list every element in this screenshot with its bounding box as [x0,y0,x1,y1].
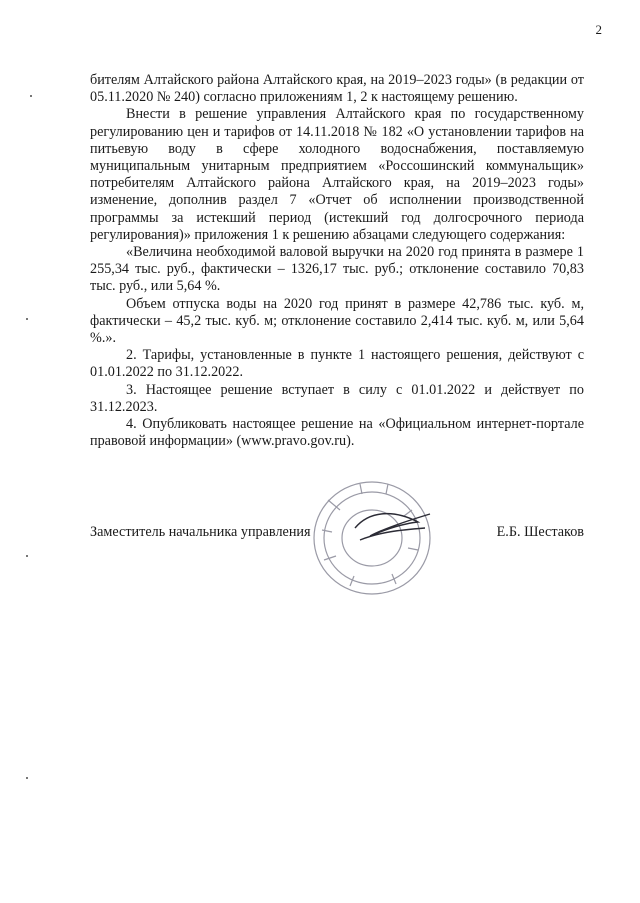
paragraph-item-3: 3. Настоящее решение вступает в силу с 01.01.2022 и действует по 31.12.2023. [90,381,584,415]
signer-name: Е.Б. Шестаков [496,524,584,540]
paragraph-amendment: Внести в решение управления Алтайского края по государственному регулированию цен и тарифов от 14.11.2018 № 182 «О установлении тарифов на питьевую воду в сфере холодного водоснабжения, поставляемую муниципальным унитарным предприятием «Россошинский коммунальщик» потребителям Алтайского района Алтайского края, на 2019–2023 годы» изменение, дополнив раздел 7 «Отчет об исполнении производственной программы за истекший период (истекший год долгосрочного периода регулирования)» приложения 1 к решению абзацами следующего содержания: [90,106,584,243]
paragraph-revenue: «Величина необходимой валовой выручки на 2020 год принята в размере 1 255,34 тыс. руб., фактически – 1326,17 тыс. руб.; отклонение составило 70,83 тыс. руб., или 5,64 %. [90,244,584,295]
stamp-middle-ring [324,492,420,584]
paragraph-item-2: 2. Тарифы, установленные в пункте 1 настоящего решения, действуют с 01.01.2022 по 31.12.2022. [90,347,584,381]
stamp-inner-ring [342,510,402,566]
paragraph-water-volume: Объем отпуска воды на 2020 год принят в размере 42,786 тыс. куб. м, фактически – 45,2 тыс. куб. м; отклонение составило 2,414 тыс. куб. м, или 5,64 %.». [90,295,584,347]
official-stamp [300,470,450,600]
document-body [90,72,584,450]
paragraph-continuation: бителям Алтайского района Алтайского края, на 2019–2023 годы» (в редакции от 05.11.2020 № 240) согласно приложениям 1, 2 к настоящему решению. [90,72,584,106]
scan-speck [26,555,28,557]
scan-speck [26,777,28,779]
signer-title: Заместитель начальника управления [90,524,311,540]
stamp-outer-ring [314,482,430,594]
paragraph-item-4: 4. Опубликовать настоящее решение на «Официальном интернет-портале правовой информации» (www.pravo.gov.ru). [90,416,584,450]
scan-speck [26,318,28,320]
page-number: 2 [595,22,602,37]
scan-speck [30,95,32,97]
